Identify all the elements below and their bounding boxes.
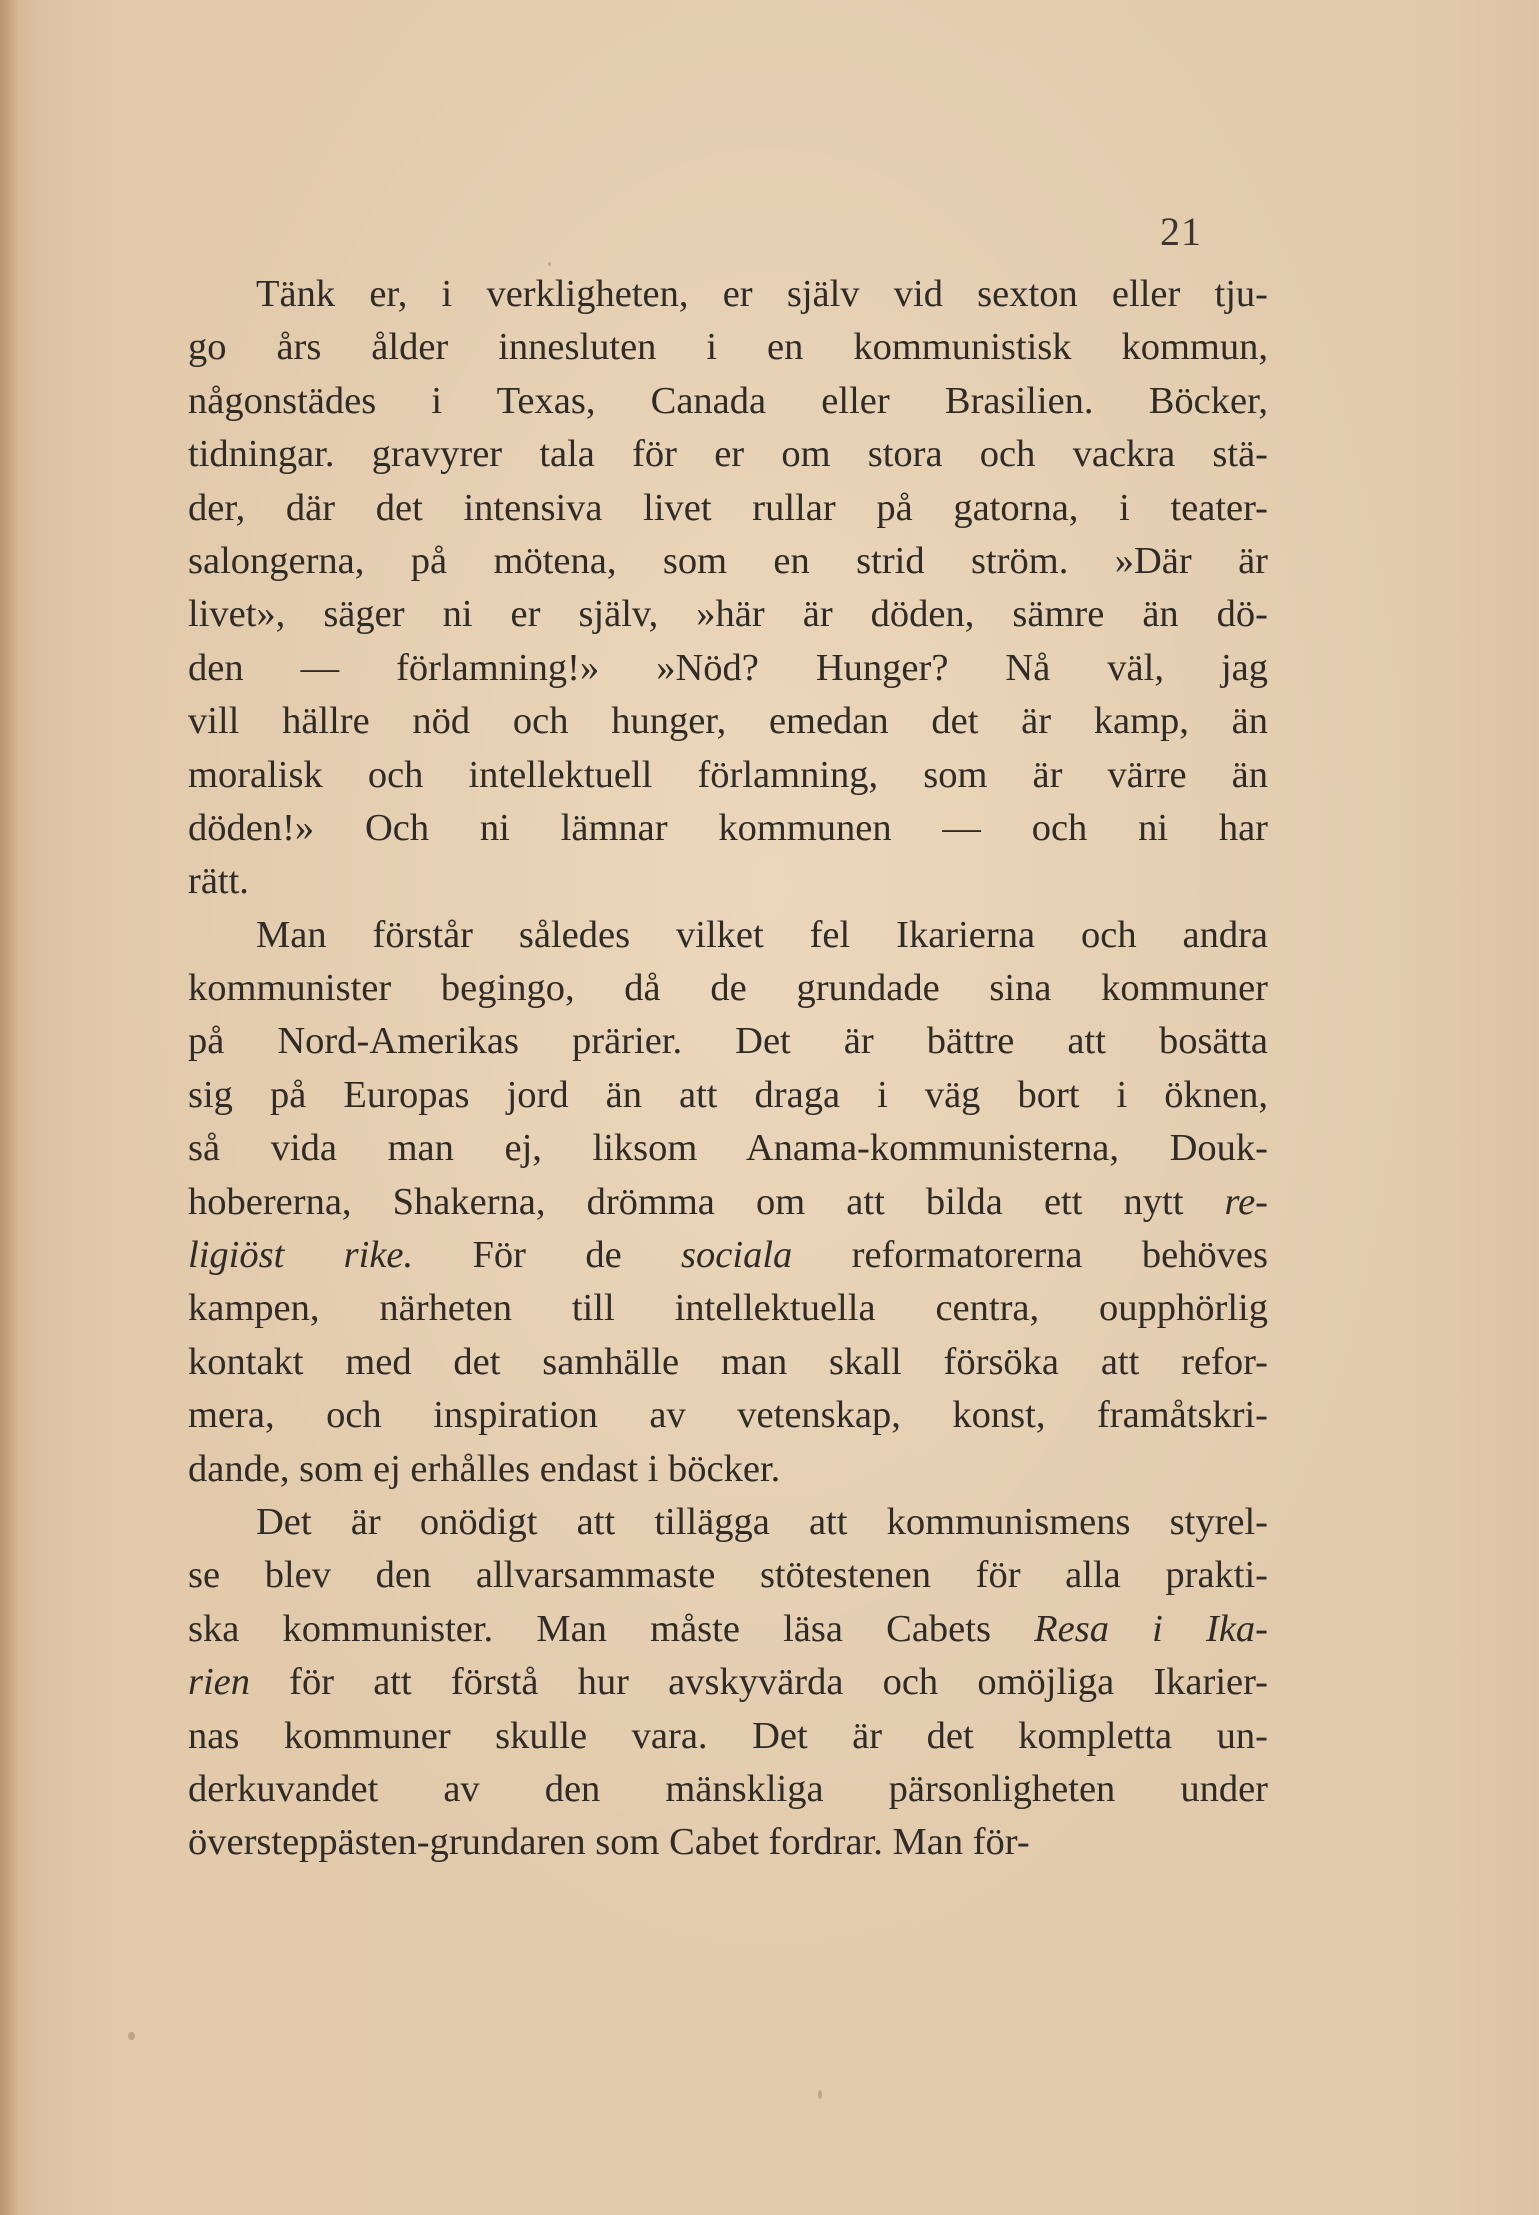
text-line: tidningar. gravyrer tala för er om stora och vackra stä- bbox=[188, 433, 1268, 476]
text-line: rätt. bbox=[188, 860, 249, 903]
text-segment: ska kommunister. Man måste läsa Cabets bbox=[188, 1607, 1035, 1650]
text-line: vill hällre nöd och hunger, emedan det är kamp, än bbox=[188, 700, 1268, 743]
text-line: kontakt med det samhälle man skall försöka att refor- bbox=[188, 1340, 1268, 1383]
text-line bbox=[188, 1603, 1268, 1656]
text-line: livet», säger ni er själv, »här är döden, sämre än dö- bbox=[188, 593, 1268, 636]
text-line: Man förstår således vilket fel Ikarierna och andra bbox=[256, 913, 1268, 956]
text-line: nas kommuner skulle vara. Det är det kompletta un- bbox=[188, 1714, 1268, 1757]
text-line: Tänk er, i verkligheten, er själv vid sexton eller tju- bbox=[256, 273, 1268, 315]
body-text bbox=[188, 268, 1268, 1870]
text-line: kampen, närheten till intellektuella centra, oupphörlig bbox=[188, 1287, 1268, 1330]
text-segment: reformatorerna behöves bbox=[792, 1234, 1269, 1277]
text-line: se blev den allvarsammaste stötestenen för alla prakti- bbox=[188, 1554, 1268, 1597]
text-line bbox=[188, 1656, 1268, 1709]
text-line: go års ålder innesluten i en kommunistisk kommun, bbox=[188, 326, 1268, 369]
italic-segment: Resa i Ika- bbox=[1034, 1607, 1269, 1650]
text-line: den — förlamning!» »Nöd? Hunger? Nå väl, jag bbox=[188, 646, 1268, 689]
text-line: kommunister begingo, då de grundade sina kommuner bbox=[188, 967, 1268, 1010]
text-segment: För de bbox=[413, 1234, 682, 1277]
paper-speck bbox=[818, 2090, 822, 2099]
text-line: döden!» Och ni lämnar kommunen — och ni har bbox=[188, 806, 1268, 849]
text-segment: för att förstå hur avskyvärda och omöjliga Ikarier- bbox=[250, 1661, 1268, 1704]
text-line: så vida man ej, liksom Anama-kommunisterna, Douk- bbox=[188, 1127, 1268, 1170]
text-line: salongerna, på mötena, som en strid ström. »Där är bbox=[188, 539, 1268, 582]
paper-speck bbox=[548, 262, 551, 266]
paragraph bbox=[188, 268, 1268, 909]
paragraph bbox=[188, 1496, 1268, 1870]
text-segment: hobererna, Shakerna, drömma om att bilda ett nytt bbox=[188, 1180, 1225, 1223]
page-number: 21 bbox=[1160, 209, 1202, 254]
italic-segment: ligiöst rike. bbox=[188, 1234, 414, 1277]
paragraph bbox=[188, 909, 1268, 1496]
text-line: der, där det intensiva livet rullar på gatorna, i teater- bbox=[188, 486, 1268, 529]
text-line: mera, och inspiration av vetenskap, konst, framåtskri- bbox=[188, 1394, 1268, 1437]
paper-speck bbox=[128, 2032, 135, 2040]
text-line bbox=[188, 1176, 1268, 1229]
italic-segment: rien bbox=[188, 1661, 251, 1704]
text-line: derkuvandet av den mänskliga pärsonligheten under bbox=[188, 1767, 1268, 1810]
italic-segment: sociala bbox=[681, 1234, 793, 1277]
text-line: dande, som ej erhålles endast i böcker. bbox=[188, 1447, 781, 1490]
text-line: överstepрästen-grundaren som Cabet fordrar. Man för- bbox=[188, 1821, 1030, 1864]
text-line: på Nord-Amerikas prärier. Det är bättre att bosätta bbox=[188, 1020, 1268, 1063]
text-line: sig på Europas jord än att draga i väg bort i öknen, bbox=[188, 1073, 1268, 1116]
page-edge-shadow bbox=[0, 0, 18, 2215]
text-line bbox=[188, 1229, 1268, 1282]
text-line: moralisk och intellektuell förlamning, som är värre än bbox=[188, 753, 1268, 796]
italic-segment: re- bbox=[1224, 1180, 1268, 1223]
text-line: någonstädes i Texas, Canada eller Brasilien. Böcker, bbox=[188, 379, 1268, 422]
text-line: Det är onödigt att tillägga att kommunismens styrel- bbox=[256, 1500, 1268, 1543]
